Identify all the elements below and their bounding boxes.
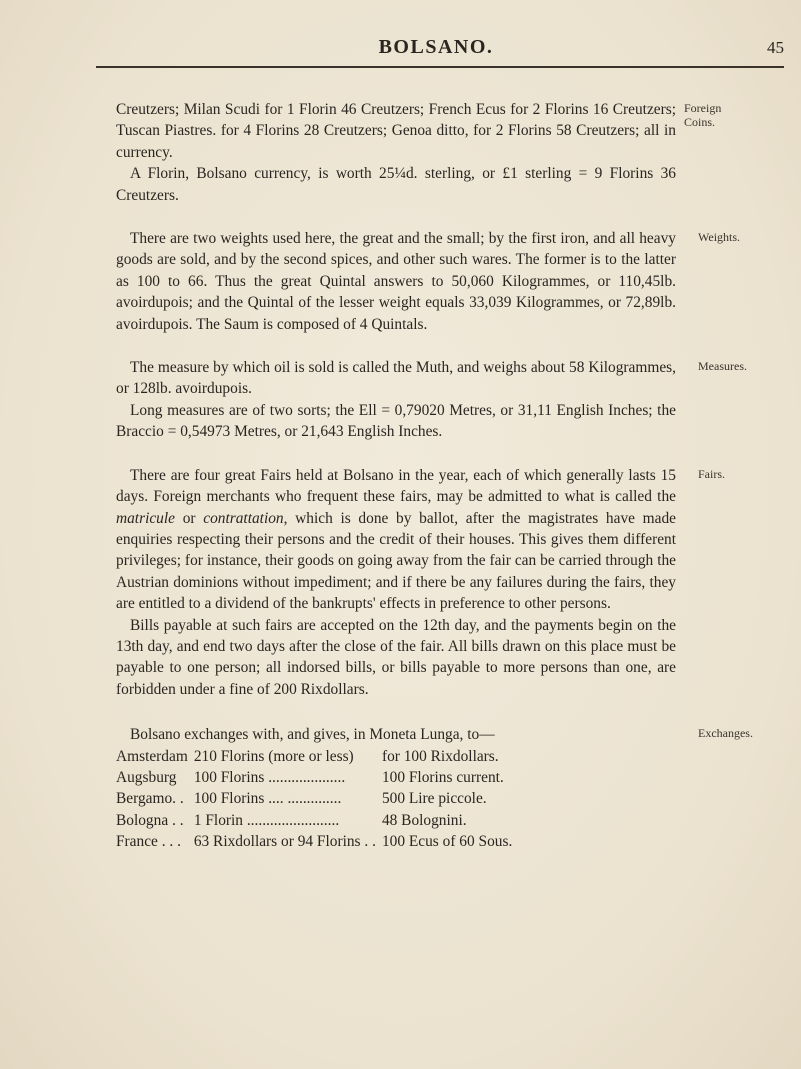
page-header [96,36,784,76]
table-row [116,831,512,852]
paragraph-weights [116,228,741,335]
paragraph-measures-long: Long measures are of two sorts; the Ell = 0,79020 Metres, or 31,11 English Inches; the Braccio = 0,54973 Metres, or 21,643 English Inches. [116,401,676,441]
paragraph-exchanges-intro [116,724,753,745]
exchange-for: 48 Bolognini. [381,811,467,829]
exchange-place: Bergamo. . [116,790,184,808]
page-number: 45 [767,38,784,57]
exchange-for: 100 Florins current. [381,768,504,786]
paragraph-fairs [116,465,725,615]
exchange-place: Bologna . . [116,811,184,829]
paragraph-exchanges-intro-text: Bolsano exchanges with, and gives, in Moneta Lunga, to— [130,726,495,744]
paragraph-bills: Bills payable at such fairs are accepted on the 12th day, and the payments begin on the 13th day, and end two days after the close of the fair. All bills drawn on this place must be payable to one person; all indorsed bills, or bills payable to more persons than one, are forbidden under a fine of 200 Rixdollars. [116,616,676,698]
exchange-for: 100 Ecus of 60 Sous. [381,833,513,851]
term-contrattation: contrattation [203,509,284,527]
paragraph-florin-value: A Florin, Bolsano currency, is worth 25¼d. sterling, or £1 sterling = 9 Florins 36 Creutzers. [116,165,676,204]
margin-note-fairs: Fairs. [698,466,725,481]
paragraph-coins-text: Creutzers; Milan Scudi for 1 Florin 46 Creutzers; French Ecus for 2 Florins 16 Creutzers; Tuscan Piastres. for 4 Florins 28 Creutzers; Genoa ditto, for 2 Florins 58 Creutzers; all in currency. [116,101,676,161]
margin-note-coins: Foreign Coins. [684,101,722,129]
paragraph-weights-text: There are two weights used here, the great and the small; by the first iron, and all heavy goods are sold, and by the second spices, and other such wares. The former is to the latter as 100 to 66. Thus the great Quintal answers to 50,060 Kilogrammes, or 110,45lb. avoirdupois; and the Quintal of the lesser weight equals 33,039 Kilogrammes, or 72,89lb. avoirdupois. The Saum is composed of 4 Quintals. [116,230,676,333]
exchange-table [116,746,512,853]
table-row [116,746,512,767]
exchange-place: Amsterdam [116,747,188,765]
exchange-place: Augsburg [116,768,177,786]
exchange-gives: 1 Florin ........................ [193,811,340,829]
header-rule [96,66,784,68]
exchange-gives: 210 Florins (more or less) [193,747,354,765]
paragraph-fairs-text-a: There are four great Fairs held at Bolsano in the year, each of which generally lasts 15 days. Foreign merchants who frequent these fairs, may be admitted to what is called the [116,466,676,506]
table-row [116,767,512,788]
margin-note-exchanges: Exchanges. [698,726,753,741]
paragraph-fairs-text-b: or [175,509,204,527]
exchange-place: France . . . [116,833,181,851]
margin-note-measures: Measures. [698,359,747,374]
table-row [116,810,512,831]
exchange-gives: 63 Rixdollars or 94 Florins . . [193,833,376,851]
paragraph-measures-oil-text: The measure by which oil is sold is called the Muth, and weighs about 58 Kilogrammes, or 128lb. avoirdupois. [116,359,676,398]
exchange-for: 500 Lire piccole. [381,790,487,808]
exchange-gives: 100 Florins .................... [193,768,346,786]
table-row [116,788,512,809]
paragraph-measures-oil [116,357,747,400]
running-title: BOLSANO. [378,36,494,58]
margin-note-weights: Weights. [698,230,741,245]
paragraph-coins [116,99,722,163]
exchange-for: for 100 Rixdollars. [381,747,499,765]
page-body [116,99,753,853]
term-matricule: matricule [116,509,175,527]
paragraph-fairs-text-c: , which is done by ballot, after the magistrates have made enquiries respecting their persons and the credit of their houses. This gives them different privileges; for instance, their goods on going away from the fair can be carried through the Austrian dominions without impediment; and if there be any failures during the fairs, they are entitled to a dividend of the bankrupts' effects in preference to other persons. [116,509,676,613]
exchange-gives: 100 Florins .... .............. [193,790,342,808]
